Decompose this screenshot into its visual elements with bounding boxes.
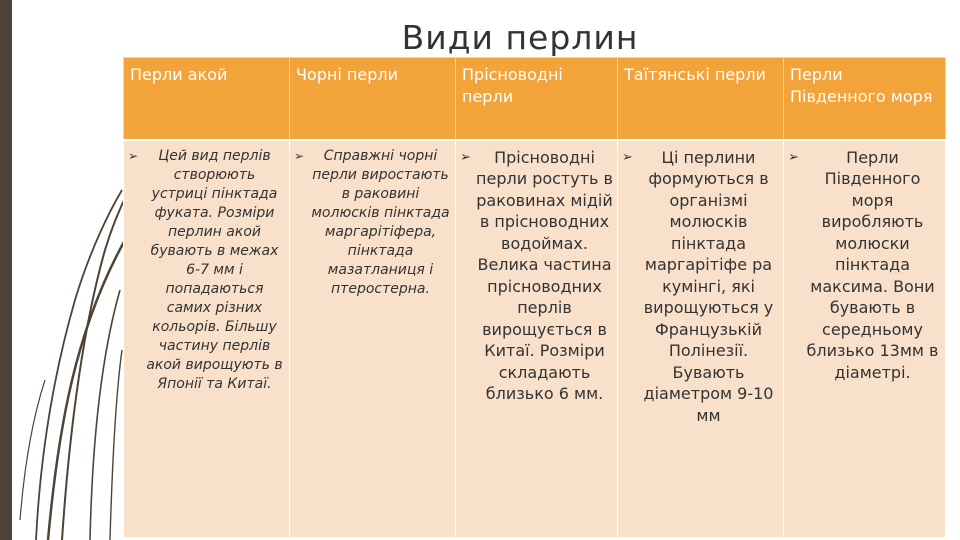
pearl-types-table: [123, 57, 946, 538]
cell-text: Прісноводні перли ростуть в раковинах мідій в прісноводних водоймах. Велика частина прісноводних перлів вирощується в Китаї. Розміри складають близько 6 мм.: [476, 147, 613, 403]
cell-freshwater: [456, 140, 618, 538]
cell-south-sea: [784, 140, 946, 538]
table-header-row: [124, 58, 946, 140]
cell-tahitian: [618, 140, 784, 538]
header-tahitian: Таїтянські перли: [618, 58, 784, 140]
cell-text: Цей вид перлів створюють устриці пінктада фуката. Розміри перлин акой бувають в межах 6-7 мм і попадаються самих різних кольорів. Більшу частину перлів акой вирощують в Японії та Китаї.: [146, 147, 283, 392]
arrow-bullet-icon: ➢: [460, 149, 471, 165]
cell-text: Перли Південного моря виробляють молюски пінктада максима. Вони бувають в середньому близько 13мм в діаметрі.: [806, 147, 939, 382]
table-row: [124, 140, 946, 538]
header-black: Чорні перли: [290, 58, 456, 140]
header-akoya: Перли акой: [124, 58, 290, 140]
arrow-bullet-icon: ➢: [622, 149, 633, 165]
header-south-sea: Перли Південного моря: [784, 58, 946, 140]
cell-black: [290, 140, 456, 538]
arrow-bullet-icon: ➢: [788, 149, 799, 165]
arrow-bullet-icon: ➢: [294, 148, 305, 163]
cell-text: Справжні чорні перли виростають в раковині молюсків пінктада маргарітіфера, пінктада мазатланиця і птеростерна.: [311, 147, 450, 297]
cell-akoya: [124, 140, 290, 538]
header-freshwater: Прісноводні перли: [456, 58, 618, 140]
page-title: Види перлин: [401, 18, 639, 57]
cell-text: Ці перлини формуються в організмі молюсків пінктада маргарітіфе ра кумінгі, які вирощуються у Французькій Полінезії. Бувають діаметром 9-10 мм: [643, 147, 774, 425]
arrow-bullet-icon: ➢: [128, 148, 139, 163]
